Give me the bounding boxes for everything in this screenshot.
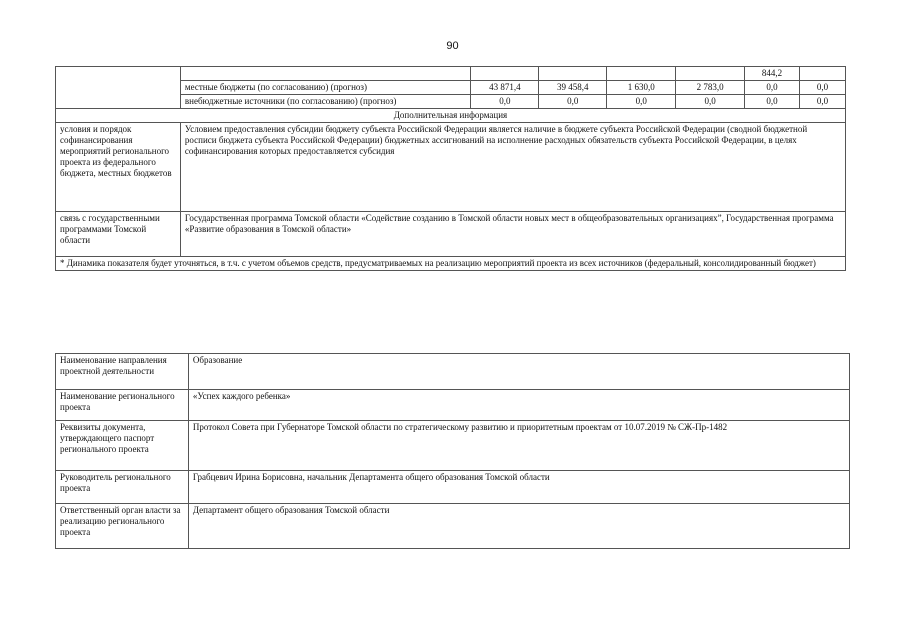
empty-cell (56, 67, 181, 109)
table-cell: Грабцевич Ирина Борисовна, начальник Департамента общего образования Томской области (188, 471, 849, 504)
table-row (56, 109, 846, 123)
table-cell: 0,0 (539, 95, 607, 109)
table-cell: 0,0 (799, 81, 845, 95)
table-cell: Протокол Совета при Губернаторе Томской области по стратегическому развитию и приоритетным проектам от 10.07.2019 № СЖ-Пр-1482 (188, 421, 849, 471)
table-cell: 43 871,4 (471, 81, 539, 95)
table-cell: 0,0 (676, 95, 745, 109)
table-cell: Условием предоставления субсидии бюджету субъекта Российской Федерации является наличие в бюджете субъекта Российской Федерации (сводной бюджетной росписи бюджета субъекта Российской Федерации) бюджетных ассигнований на исполнение расходных обязательств субъекта Российской Федерации, в целях софинансирования которых предоставляется субсидия (180, 123, 845, 212)
row-label: Ответственный орган власти за реализацию регионального проекта (56, 504, 189, 549)
table-cell: Департамент общего образования Томской области (188, 504, 849, 549)
row-label: условия и порядок софинансирования мероприятий регионального проекта из федерального бюджета, местных бюджетов (56, 123, 181, 212)
table-row (56, 123, 846, 212)
table-row (56, 504, 850, 549)
table-cell: 0,0 (799, 95, 845, 109)
row-label: связь с государственными программами Томской области (56, 212, 181, 257)
table-cell: 0,0 (745, 81, 800, 95)
table-row (56, 67, 846, 81)
funding-table (55, 66, 846, 271)
row-label: Руководитель регионального проекта (56, 471, 189, 504)
table-cell: «Успех каждого ребенка» (188, 390, 849, 421)
row-label: Наименование направления проектной деятельности (56, 354, 189, 390)
table-cell: Образование (188, 354, 849, 390)
table-cell: Государственная программа Томской области «Содействие созданию в Томской области новых мест в общеобразовательных организациях”, Государственная программа «Развитие образования в Томской области» (180, 212, 845, 257)
table-cell: 0,0 (745, 95, 800, 109)
table-row (56, 471, 850, 504)
row-label: внебюджетные источники (по согласованию) (прогноз) (180, 95, 471, 109)
table-cell: 844,2 (745, 67, 800, 81)
table-row (56, 257, 846, 271)
table-row (56, 390, 850, 421)
row-label: Реквизиты документа, утверждающего паспорт регионального проекта (56, 421, 189, 471)
page-number: 90 (446, 40, 459, 52)
table-cell: 2 783,0 (676, 81, 745, 95)
passport-table (55, 353, 850, 549)
section-header: Дополнительная информация (56, 109, 846, 123)
table-cell: 39 458,4 (539, 81, 607, 95)
table-row (56, 354, 850, 390)
table-cell: 0,0 (471, 95, 539, 109)
table-row (56, 212, 846, 257)
footnote: * Динамика показателя будет уточняться, в т.ч. с учетом объемов средств, предусматриваемых на реализацию мероприятий проекта из всех источников (федеральный, консолидированный бюджет) (56, 257, 846, 271)
table-cell: 0,0 (607, 95, 676, 109)
empty-cell (180, 67, 471, 81)
table-row (56, 421, 850, 471)
row-label: Наименование регионального проекта (56, 390, 189, 421)
row-label: местные бюджеты (по согласованию) (прогноз) (180, 81, 471, 95)
table-cell: 1 630,0 (607, 81, 676, 95)
